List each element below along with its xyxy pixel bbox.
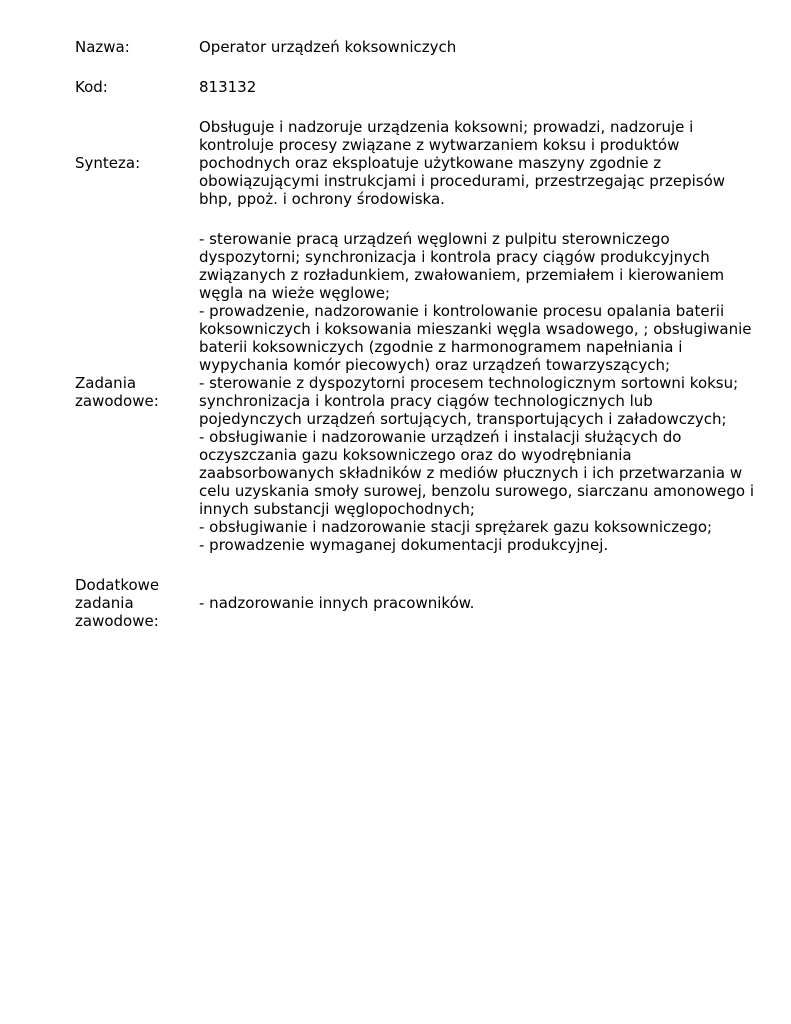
occupation-record: [75, 38, 755, 652]
synthesis-label: Synteza:: [75, 154, 141, 172]
tasks-list: [199, 230, 755, 554]
code-row: [75, 78, 755, 96]
tasks-label: Zadania zawodowe:: [75, 374, 159, 410]
task-item: - obsługiwanie i nadzorowanie stacji sprężarek gazu koksowniczego;: [199, 518, 713, 536]
task-item: - sterowanie z dyspozytorni procesem technologicznym sortowni koksu; synchronizacja i kontrola pracy ciągów technologicznych lub pojedynczych urządzeń sortujących, transportujących i załadowczych;: [199, 374, 739, 428]
task-item: - prowadzenie, nadzorowanie i kontrolowanie procesu opalania baterii koksowniczych i koksowania mieszanki węgla wsadowego, ; obsługiwanie baterii koksowniczych (zgodnie z harmonogramem napełniania i wypychania komór piecowych) oraz urządzeń towarzyszących;: [199, 302, 752, 374]
code-label: Kod:: [75, 78, 108, 96]
additional-tasks-row: [75, 576, 755, 630]
task-item: - prowadzenie wymaganej dokumentacji produkcyjnej.: [199, 536, 609, 554]
name-row: [75, 38, 755, 56]
code-value: 813132: [199, 78, 257, 96]
tasks-row: [75, 230, 755, 554]
additional-tasks-label: Dodatkowe zadania zawodowe:: [75, 576, 160, 630]
task-item: - obsługiwanie i nadzorowanie urządzeń i instalacji służących do oczyszczania gazu koksowniczego oraz do wyodrębniania zaabsorbowanych składników z mediów płucznych i ich przetwarzania w celu uzyskania smoły surowej, benzolu surowego, siarczanu amonowego i innych substancji węglopochodnych;: [199, 428, 755, 518]
additional-tasks-value: - nadzorowanie innych pracowników.: [199, 594, 475, 612]
name-label: Nazwa:: [75, 38, 130, 56]
name-value: Operator urządzeń koksowniczych: [199, 38, 457, 56]
task-item: - sterowanie pracą urządzeń węglowni z pulpitu sterowniczego dyspozytorni; synchronizacja i kontrola pracy ciągów produkcyjnych związanych z rozładunkiem, zwałowaniem, przemiałem i kierowaniem węgla na wieże węglowe;: [199, 230, 725, 302]
synthesis-value: Obsługuje i nadzoruje urządzenia koksowni; prowadzi, nadzoruje i kontroluje procesy związane z wytwarzaniem koksu i produktów pochodnych oraz eksploatuje użytkowane maszyny zgodnie z obowiązującymi instrukcjami i procedurami, przestrzegając przepisów bhp, ppoż. i ochrony środowiska.: [199, 118, 726, 208]
synthesis-row: [75, 118, 755, 208]
